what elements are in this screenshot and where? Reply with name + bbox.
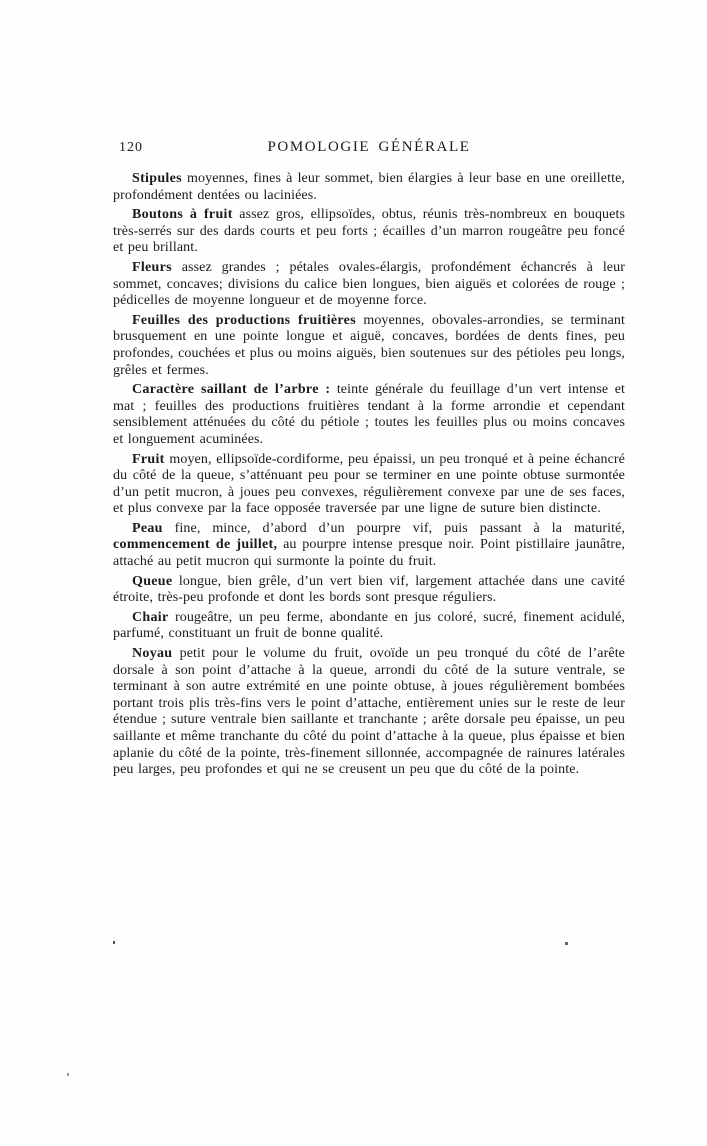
paragraph-text: fine, mince, d’abord d’un pourpre vif, puis passant à la maturité, <box>162 520 625 536</box>
paragraph-lead: commencement de juillet, <box>113 537 278 553</box>
paragraph-text: assez grandes ; pétales ovales-élargis, profondément échancrés à leur sommet, concaves; divisions du calice bien longues, bien aiguës et colorées de rouge ; pédicelles de moyenne longueur et de moyenne force. <box>113 259 625 309</box>
paragraph <box>113 610 625 643</box>
paragraph-lead: Noyau <box>132 646 173 662</box>
running-head <box>113 139 625 159</box>
paragraph-text: longue, bien grêle, d’un vert bien vif, largement attachée dans une cavité étroite, très-peu profonde et dont les bords sont presque réguliers. <box>113 573 625 606</box>
paragraph-text: moyennes, fines à leur sommet, bien élargies à leur base en une oreillette, profondément dentées ou laciniées. <box>113 171 625 203</box>
paragraph-lead: Fleurs <box>132 259 172 275</box>
paragraph <box>113 646 625 779</box>
paragraph-lead: Peau <box>132 520 163 536</box>
paragraph-text: rougeâtre, un peu ferme, abondante en jus coloré, sucré, finement acidulé, parfumé, constituant un fruit de bonne qualité. <box>113 609 625 642</box>
paragraph-lead: Feuilles des productions fruitières <box>132 312 356 328</box>
scan-speck <box>113 941 115 944</box>
scan-speck <box>565 942 568 945</box>
page-number: 120 <box>119 140 143 155</box>
paragraph-text: petit pour le volume du fruit, ovoïde un peu tronqué du côté de l’arête dorsale à son point d’attache à la queue, arrondi du côté de la suture ventrale, se terminant à son autre extrémité en une pointe obtuse, à joues régulièrement bombées portant trois plis très-fins vers le point d’attache, entièrement unies sur le reste de leur étendue ; suture ventrale bien saillante et tranchante ; arête dorsale peu épaisse, un peu saillante et même tranchante du côté du point d’attache à la queue, plus épaisse et bien aplanie du côté de la pointe, très-finement sillonnée, accompagnée de rainures latérales peu larges, peu profondes et qui ne se creusent un peu que du côté de la pointe. <box>113 646 625 778</box>
text-block <box>113 171 625 779</box>
paragraph <box>113 313 625 379</box>
paragraph <box>113 171 625 204</box>
paragraph-text: assez gros, ellipsoïdes, obtus, réunis très-nombreux en bouquets très-serrés sur des dards courts et peu forts ; écailles d’un marron rougeâtre peu foncé et peu brillant. <box>113 207 625 256</box>
scan-speck <box>67 1073 69 1076</box>
paragraph-text: moyen, ellipsoïde-cordiforme, peu épaissi, un peu tronqué et à peine échancré du côté de la queue, s’atténuant peu pour se terminer en une pointe obtuse surmontée d’un petit mucron, à joues peu convexes, régulièrement convexe par une de ses faces, et plus convexe par la face opposée traversée par une ligne de suture bien distincte. <box>113 451 625 517</box>
paragraph-lead: Stipules <box>132 171 182 186</box>
paragraph-lead: Caractère saillant de l’arbre : <box>132 382 331 398</box>
page-title: POMOLOGIE GÉNÉRALE <box>267 139 471 155</box>
paragraph <box>113 260 625 310</box>
paragraph-lead: Queue <box>132 573 173 589</box>
paragraph-lead: Fruit <box>132 451 165 467</box>
paragraph-lead: Chair <box>132 609 169 625</box>
text-column <box>113 139 625 782</box>
paragraph-text: moyennes, obovales-arrondies, se terminant brusquement en une pointe longue et aiguë, concaves, bordées de dents fines, peu profondes, couchées et plus ou moins aiguës, bien soutenues sur des pétioles peu longs, grêles et fermes. <box>113 312 625 378</box>
paragraph <box>113 452 625 518</box>
paragraph-text: au pourpre intense presque noir. Point pistillaire jaunâtre, attaché au petit mucron qui surmonte la pointe du fruit. <box>113 537 626 570</box>
paragraph <box>113 382 625 448</box>
paragraph <box>113 574 625 607</box>
paragraph-text: teinte générale du feuillage d’un vert intense et mat ; feuilles des productions fruitières tendant à la forme arrondie et cependant sensiblement atténuées du côté du pétiole ; toutes les feuilles plus ou moins concaves et longuement acuminées. <box>113 382 625 447</box>
paragraph <box>113 521 625 571</box>
paragraph <box>113 207 625 257</box>
paragraph-lead: Boutons à fruit <box>132 207 233 223</box>
